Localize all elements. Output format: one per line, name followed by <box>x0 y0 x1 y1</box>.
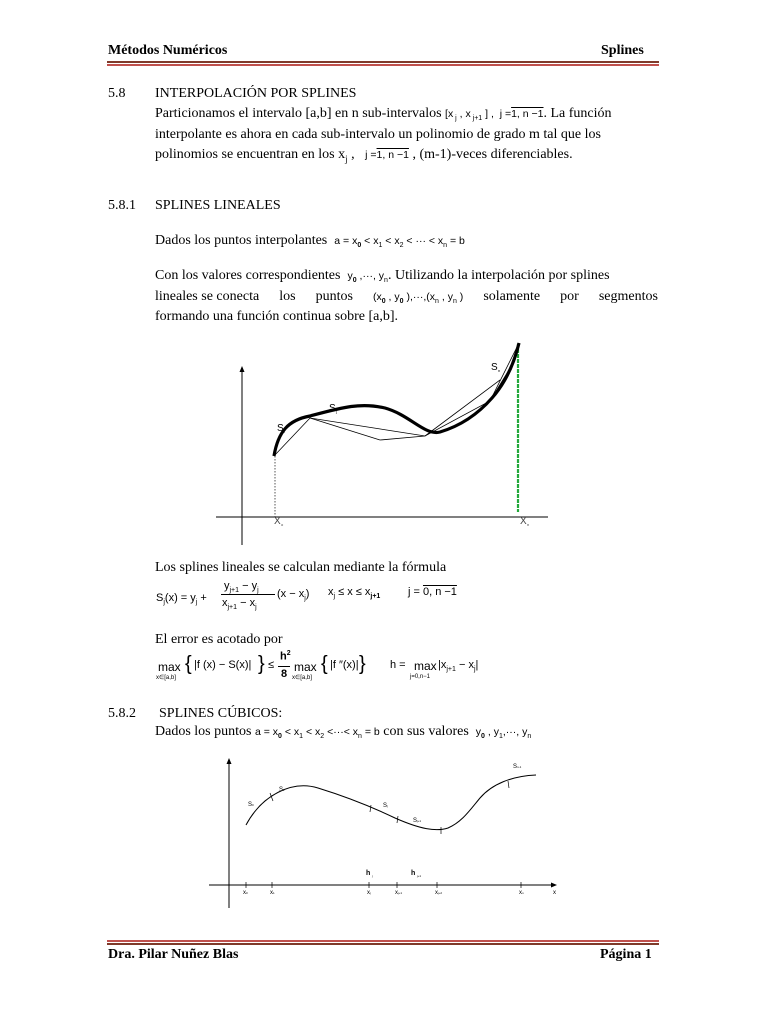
linear-connect-word-6: segmentos <box>598 289 658 304</box>
header-title: Métodos Numéricos <box>108 43 228 58</box>
svg-text:x0: x0 <box>243 890 248 896</box>
cubic-knot-labels <box>243 764 556 896</box>
x-axis-2-arrow <box>551 883 557 888</box>
index-range-math: j =1, n −1 <box>365 149 409 161</box>
cubic-values-text: con sus valores <box>383 724 469 739</box>
knot-tick-3 <box>397 816 398 823</box>
cubic-points-text: Dados los puntos <box>155 724 252 739</box>
para-line-2: interpolante es ahora en cada sub-intervalo un polinomio de grado m tal que los <box>155 127 601 142</box>
svg-text:Sj: Sj <box>383 803 388 809</box>
para-line-1-end: . La función <box>543 106 612 121</box>
label-s-left-sub: i <box>284 429 285 434</box>
para-line-3: polinomios se encuentran en los $x_j$ , j =1, n −1 , (m-1)-veces diferenciables. <box>155 147 573 164</box>
linear-connect-word-2: los <box>279 289 296 304</box>
header-section: Splines <box>601 43 644 58</box>
cubic-curve <box>246 775 536 830</box>
footer-rule-accent <box>107 940 659 942</box>
calc-formula-intro: Los splines lineales se calculan mediante la fórmula <box>155 560 447 575</box>
svg-text:xj: xj <box>367 890 371 896</box>
svg-text:Sj+1: Sj+1 <box>413 818 422 824</box>
knot-tick-2 <box>370 805 371 812</box>
label-s-mid: S <box>329 403 336 414</box>
label-hn-sub: j+1 <box>417 874 422 878</box>
values-text-end: . Utilizando la interpolación por splines <box>387 268 610 283</box>
linear-connect-word-5: por <box>560 289 579 304</box>
footer-page-number: Página 1 <box>600 947 652 962</box>
section-number-5-8-2: 5.8.2 <box>108 706 136 721</box>
points-pairs-math: ($x_0$ , $y_0$ )$,\cdot\cdot\cdot,(x_n$ , $y_n$ ) <box>372 291 464 306</box>
svg-text:Sn-1: Sn-1 <box>513 764 522 770</box>
label-hn: h <box>411 870 416 877</box>
cubic-points-math: $a = x_0 < x_1 < x_2$ <···< $x_n = b$ <box>254 726 380 741</box>
label-s-right: S <box>491 362 498 373</box>
svg-text:S1: S1 <box>279 787 285 793</box>
linear-connect-word-1: lineales se conecta <box>155 289 260 304</box>
label-s-mid-sub: j <box>336 409 337 414</box>
values-text: Con los valores correspondientes <box>155 268 341 283</box>
knot-tick-5 <box>508 781 509 788</box>
para-line-3-end: (m-1)-veces diferenciables. <box>419 147 573 162</box>
footer-author: Dra. Pilar Nuñez Blas <box>108 947 239 962</box>
label-x0: X <box>274 516 281 527</box>
section-title-5-8: INTERPOLACIÓN POR SPLINES <box>155 86 357 101</box>
label-x0-sub: o <box>281 522 284 527</box>
continuous-function-line: formando una función continua sobre [a,b]. <box>155 309 398 324</box>
linear-connect-word-4: solamente <box>483 289 541 304</box>
interp-points-math: $a = x_0 < x_1 < x_2$ < ··· < $x_n = b$ <box>334 235 465 250</box>
section-number-5-8-1: 5.8.1 <box>108 198 136 213</box>
error-bound-intro: El error es acotado por <box>155 632 283 647</box>
svg-text:x1: x1 <box>270 890 275 896</box>
section-title-5-8-1: SPLINES LINEALES <box>155 198 281 213</box>
label-s-right-sub: n <box>498 368 501 373</box>
footer-rule-dark <box>107 943 659 945</box>
label-s-left: S <box>277 423 284 434</box>
y-axis-2-arrow <box>227 758 232 764</box>
svg-text:x: x <box>553 890 556 896</box>
section-number-5-8: 5.8 <box>108 86 126 101</box>
label-h-sub: j <box>372 874 373 878</box>
subinterval-math: [x $_j$ , x $_{j+1}$ ] , j =1, n −1 <box>445 108 544 123</box>
section-title-5-8-2: SPLINES CÚBICOS: <box>159 706 283 721</box>
svg-text:xj+1: xj+1 <box>395 890 403 896</box>
svg-text:S0: S0 <box>248 802 254 808</box>
interp-points-text: Dados los puntos interpolantes <box>155 233 328 248</box>
svg-text:xj+2: xj+2 <box>435 890 443 896</box>
values-math: $y_0$ ,···, $y_n$ <box>347 270 388 285</box>
label-h: h <box>366 870 371 877</box>
para-line-3-text: polinomios se encuentran en los x <box>155 147 346 162</box>
label-xn-sub: n <box>527 522 530 527</box>
cubic-values-math: $y_0$ , $y_1,\cdot\cdot\cdot$, $y_n$ <box>475 726 532 741</box>
linear-connect-word-3: puntos <box>315 289 353 304</box>
para-line-1-text: Particionamos el intervalo [a,b] en n sub-intervalos <box>155 106 442 121</box>
svg-text:xn: xn <box>519 890 524 896</box>
label-xn: X <box>520 516 527 527</box>
